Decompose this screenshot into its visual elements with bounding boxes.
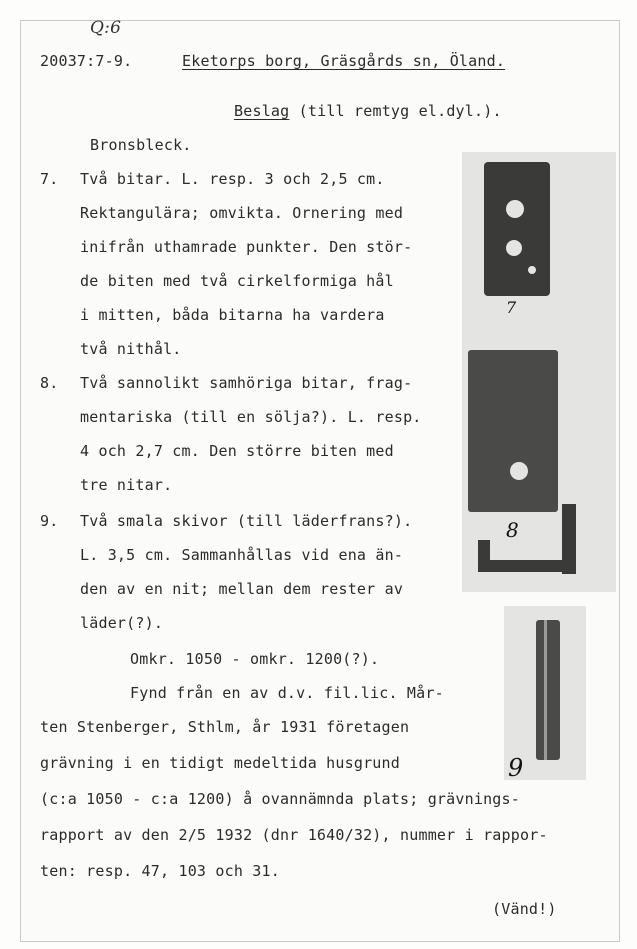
object-8-strip xyxy=(478,504,586,574)
find-line: grävning i en tidigt medeltida husgrund xyxy=(40,754,400,772)
entry-number: 8. xyxy=(40,374,59,392)
object-8-fragment xyxy=(468,350,558,512)
entry-line: två nithål. xyxy=(80,340,182,358)
entry-line: läder(?). xyxy=(80,614,164,632)
heading-rest: (till remtyg el.dyl.). xyxy=(298,102,502,120)
object-heading xyxy=(234,102,502,120)
find-line: ten: resp. 47, 103 och 31. xyxy=(40,862,280,880)
entry-number: 7. xyxy=(40,170,59,188)
object-photo-7-8 xyxy=(462,152,616,592)
entry-line: Två bitar. L. resp. 3 och 2,5 cm. xyxy=(80,170,385,188)
entry-line: Rektangulära; omvikta. Ornering med xyxy=(80,204,404,222)
entry-line: L. 3,5 cm. Sammanhållas vid ena än- xyxy=(80,546,404,564)
entry-line: inifrån uthamrade punkter. Den stör- xyxy=(80,238,413,256)
object-9-strips xyxy=(536,620,560,760)
material: Bronsbleck. xyxy=(90,136,192,154)
find-line: ten Stenberger, Sthlm, år 1931 företagen xyxy=(40,718,410,736)
photo-label-7: 7 xyxy=(506,298,517,317)
photo-label-8: 8 xyxy=(506,518,519,542)
site-name: Eketorps borg, Gräsgårds sn, Öland. xyxy=(182,52,506,70)
entry-line: tre nitar. xyxy=(80,476,173,494)
entry-line: 4 och 2,7 cm. Den större biten med xyxy=(80,442,394,460)
entry-line: den av en nit; mellan dem rester av xyxy=(80,580,404,598)
find-line: rapport av den 2/5 1932 (dnr 1640/32), nummer i rappor- xyxy=(40,826,548,844)
entry-line: mentariska (till en sölja?). L. resp. xyxy=(80,408,422,426)
entry-line: Två sannolikt samhöriga bitar, frag- xyxy=(80,374,413,392)
photo-label-9: 9 xyxy=(508,754,524,782)
entry-line: i mitten, båda bitarna ha vardera xyxy=(80,306,385,324)
inventory-number: 20037:7-9. xyxy=(40,52,133,70)
dating: Omkr. 1050 - omkr. 1200(?). xyxy=(130,650,380,668)
object-7-fragment xyxy=(484,162,550,296)
entry-line: Två smala skivor (till läderfrans?). xyxy=(80,512,413,530)
entry-line: de biten med två cirkelformiga hål xyxy=(80,272,394,290)
handwritten-reference: Q:6 xyxy=(90,18,122,38)
find-line: Fynd från en av d.v. fil.lic. Mår- xyxy=(130,684,444,702)
find-line: (c:a 1050 - c:a 1200) å ovannämnda plats; grävnings- xyxy=(40,790,520,808)
turn-over-note: (Vänd!) xyxy=(492,900,557,918)
heading-word: Beslag xyxy=(234,102,290,120)
entry-number: 9. xyxy=(40,512,59,530)
